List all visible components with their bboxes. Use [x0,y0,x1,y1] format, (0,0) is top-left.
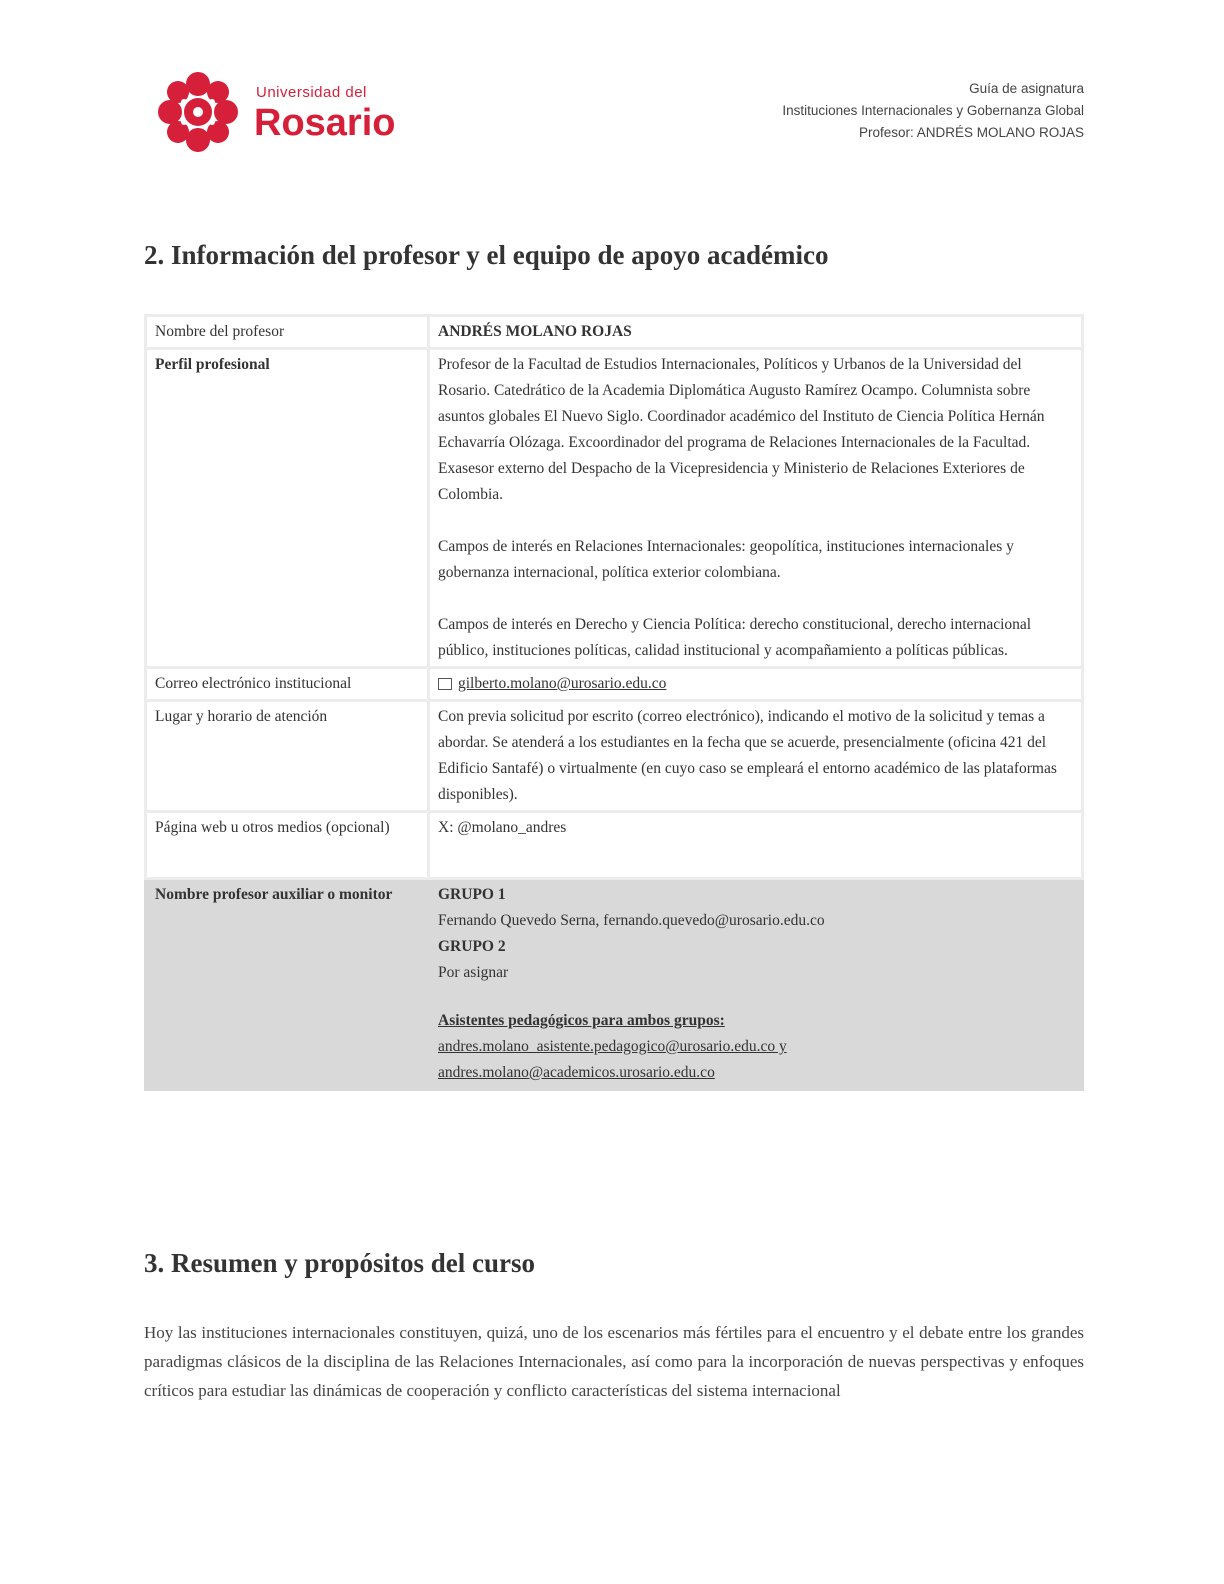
university-label: Universidad del [256,84,367,101]
row-label: Página web u otros medios (opcional) [146,812,429,879]
profile-paragraph: Campos de interés en Derecho y Ciencia Política: derecho constitucional, derecho internacional público, instituciones políticas, calidad institucional y acompañamiento a políticas públicas. [438,616,1032,659]
monitor-name: Fernando Quevedo Serna, fernando.quevedo@urosario.edu.co [438,912,825,929]
table-row [146,349,1083,668]
tutor-email-link[interactable]: andres.molano@academicos.urosario.edu.co [438,1064,715,1081]
tutoring-title: Asistentes pedagógicos para ambos grupos: [438,1012,725,1029]
row-label: Perfil profesional [146,349,429,668]
guide-title: Guía de asignatura [969,81,1084,96]
monitors-cell [429,879,1083,1090]
university-name: Rosario [254,102,396,144]
section-2-title: 2. Información del profesor y el equipo de apoyo académico [144,240,829,270]
row-label: Nombre del profesor [146,316,429,349]
email-link[interactable]: gilberto.molano@urosario.edu.co [458,675,667,692]
table-row [146,812,1083,879]
email-cell [429,668,1083,701]
professor-name: ANDRÉS MOLANO ROJAS [429,316,1083,349]
course-name: Instituciones Internacionales y Gobernanza Global [782,103,1084,118]
group-label: GRUPO 2 [438,938,506,955]
table-row [146,316,1083,349]
attention-cell: Con previa solicitud por escrito (correo electrónico), indicando el motivo de la solicitud y temas a abordar. Se atenderá a los estudiantes en la fecha que se acuerde, presencialmente (oficina 421 del Edificio Santafé) o virtualmente (en cuyo caso se empleará el entorno académico de las plataformas disponibles). [429,701,1083,812]
table-row [146,701,1083,812]
university-logo [148,62,418,162]
envelope-icon [438,678,452,690]
course-summary: Hoy las instituciones internacionales constituyen, quizá, uno de los escenarios más fértiles para el encuentro y el debate entre los grandes paradigmas clásicos de la disciplina de las Relaciones Internacionales, así como para la incorporación de nuevas perspectivas y enfoques críticos para estudiar las dinámicas de cooperación y conflicto características del sistema internacional [144,1323,1084,1400]
profile-paragraph: Campos de interés en Relaciones Internacionales: geopolítica, instituciones internacionales y gobernanza internacional, política exterior colombiana. [438,538,1014,581]
row-label: Correo electrónico institucional [146,668,429,701]
section-3-title: 3. Resumen y propósitos del curso [144,1248,536,1278]
document-header [782,78,1084,144]
row-label: Lugar y horario de atención [146,701,429,812]
web-cell: X: @molano_andres [429,812,1083,879]
table-row [146,668,1083,701]
row-label: Nombre profesor auxiliar o monitor [146,879,429,1090]
monitor-name: Por asignar [438,964,509,981]
rose-emblem-icon [148,62,248,162]
professor-line: Profesor: ANDRÉS MOLANO ROJAS [858,125,1084,140]
tutor-email-link[interactable]: andres.molano_asistente.pedagogico@urosario.edu.co y [438,1038,787,1055]
table-row [146,879,1083,1090]
professor-info-table [144,314,1084,1091]
profile-paragraph: Profesor de la Facultad de Estudios Internacionales, Políticos y Urbanos de la Universidad del Rosario. Catedrático de la Academia Diplomática Augusto Ramírez Ocampo. Columnista sobre asuntos globales El Nuevo Siglo. Coordinador académico del Instituto de Ciencia Política Hernán Echavarría Olózaga. Excoordinador del programa de Relaciones Internacionales de la Facultad. Exasesor externo del Despacho de la Vicepresidencia y Ministerio de Relaciones Exteriores de Colombia. [438,356,1045,503]
spacer [438,986,1073,1008]
group-label: GRUPO 1 [438,886,506,903]
profile-cell [429,349,1083,668]
